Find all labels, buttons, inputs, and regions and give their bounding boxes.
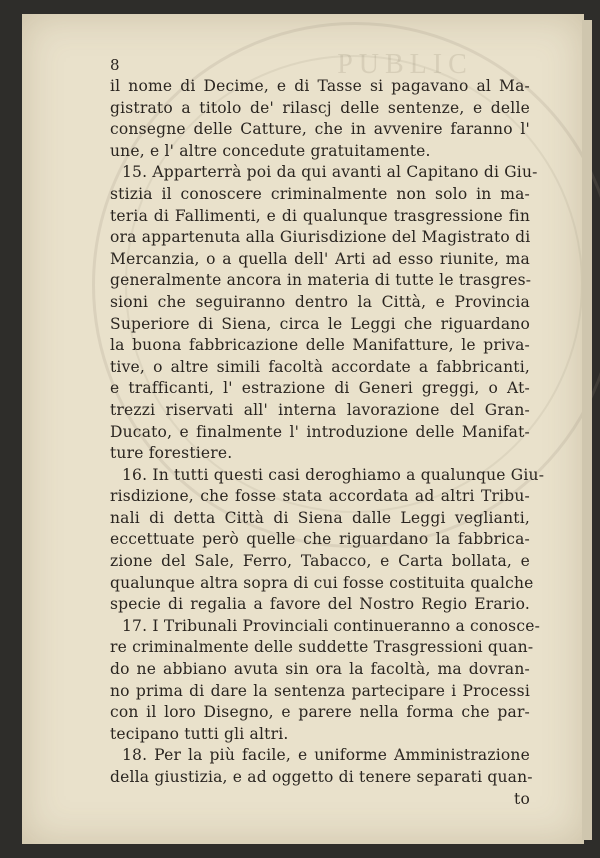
text-line: Superiore di Siena, circa le Leggi che riguardano — [110, 314, 530, 333]
text-line: ture forestiere. — [110, 444, 233, 463]
text-line: tecipano tutti gli altri. — [110, 724, 289, 743]
text-line: consegne delle Catture, che in avvenire faranno l' — [110, 120, 530, 139]
text-line: trezzi riservati all' interna lavorazione del Gran- — [110, 400, 530, 419]
text-line: gistrato a titolo de' rilascj delle sentenze, e delle — [110, 98, 530, 117]
paragraph-15-start: 15. Apparterrà poi da qui avanti al Capitano di Giu- — [122, 163, 538, 182]
text-line: ora appartenuta alla Giurisdizione del Magistrato di — [110, 228, 531, 247]
catchword: to — [514, 789, 530, 808]
text-line: la buona fabbricazione delle Manifatture, le priva- — [110, 336, 530, 355]
paragraph-18-start: 18. Per la più facile, e uniforme Amministrazione — [122, 746, 530, 765]
text-line: eccettuate però quelle che riguardano la fabbrica- — [110, 530, 530, 549]
text-line: nali di detta Città di Siena dalle Leggi veglianti, — [110, 508, 530, 527]
text-line: specie di regalia a favore del Nostro Regio Erario. — [110, 595, 530, 614]
next-page-edge — [582, 20, 592, 840]
body-text — [110, 76, 545, 810]
paragraph-16-start: 16. In tutti questi casi deroghiamo a qualunque Giu- — [122, 465, 545, 484]
text-line: une, e l' altre concedute gratuitamente. — [110, 141, 431, 160]
text-line: teria di Fallimenti, e di qualunque trasgressione fin — [110, 206, 530, 225]
stamp-text: PUBLIC — [337, 49, 473, 80]
text-line: zione del Sale, Ferro, Tabacco, e Carta bollata, e — [110, 552, 530, 571]
text-line: do ne abbiano avuta sin ora la facoltà, ma dovran- — [110, 660, 530, 679]
text-line: re criminalmente delle suddette Trasgressioni quan- — [110, 638, 534, 657]
text-line: della giustizia, e ad oggetto di tenere separati quan- — [110, 768, 533, 786]
text-line: qualunque altra sopra di cui fosse costituita qualche — [110, 573, 534, 592]
paragraph-17-start: 17. I Tribunali Provinciali continueranno a conosce- — [122, 616, 541, 635]
page-number: 8 — [110, 56, 120, 74]
text-line: risdizione, che fosse stata accordata ad altri Tribu- — [110, 487, 530, 506]
text-line: sioni che seguiranno dentro la Città, e Provincia — [110, 292, 530, 311]
text-line: tive, o altre simili facoltà accordate a fabbricanti, — [110, 357, 530, 376]
text-line: no prima di dare la sentenza partecipare i Processi — [110, 681, 530, 700]
text-line: generalmente ancora in materia di tutte le trasgres- — [110, 271, 532, 290]
text-line: e trafficanti, l' estrazione di Generi greggi, o At- — [110, 379, 530, 398]
text-line: Mercanzia, o a quella dell' Arti ad esso riunite, ma — [110, 249, 530, 268]
text-line: Ducato, e finalmente l' introduzione delle Manifat- — [110, 422, 530, 441]
text-line: il nome di Decime, e di Tasse si pagavano al Ma- — [110, 77, 530, 95]
text-line: stizia il conoscere criminalmente non solo in ma- — [110, 184, 530, 203]
text-line: con il loro Disegno, e parere nella forma che par- — [110, 703, 530, 722]
